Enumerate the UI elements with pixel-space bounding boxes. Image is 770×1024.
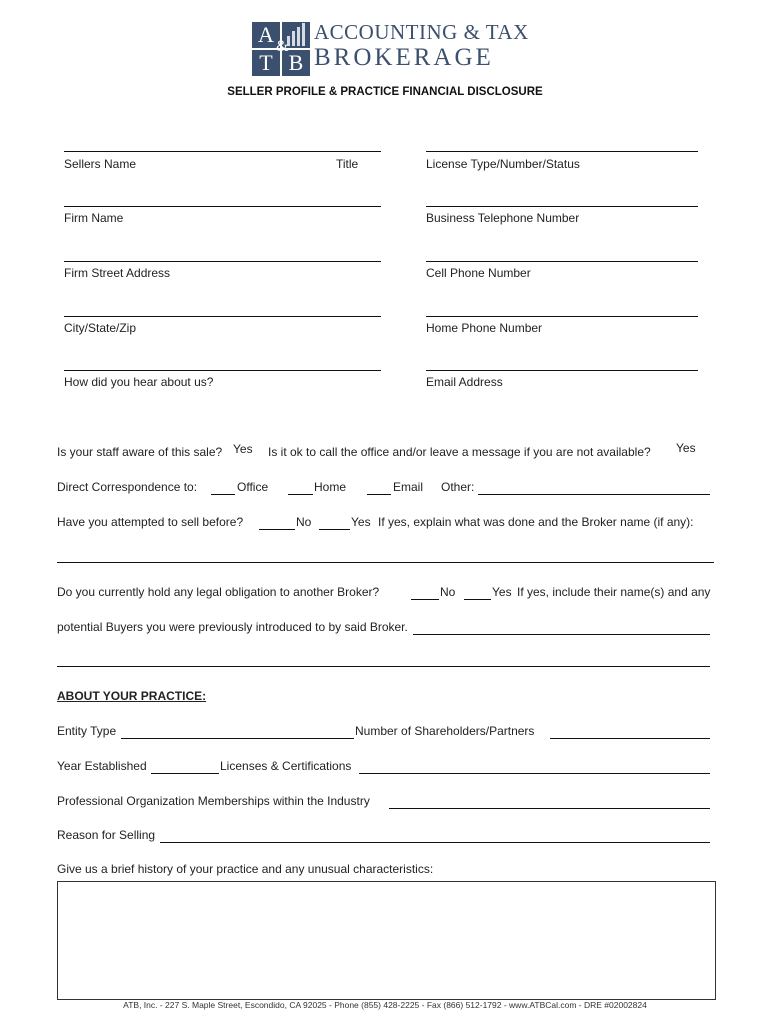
obligation-no-line[interactable] xyxy=(411,585,439,600)
sellers-name-label: Sellers Name xyxy=(64,157,137,171)
year-established-label: Year Established xyxy=(57,759,147,773)
referral-source-label: How did you hear about us? xyxy=(64,375,214,389)
history-textarea[interactable] xyxy=(57,881,716,1000)
email-checkbox-line[interactable] xyxy=(367,480,391,495)
logo-letter-b: B xyxy=(282,50,310,76)
home-option-label: Home xyxy=(314,480,347,494)
attempted-explain-label: If yes, explain what was done and the Broker name (if any): xyxy=(378,515,694,529)
licenses-label: Licenses & Certifications xyxy=(220,759,352,773)
logo-letter-t: T xyxy=(252,50,280,76)
year-established-line[interactable] xyxy=(151,759,219,774)
attempted-no-label: No xyxy=(296,515,312,529)
title-label: Title xyxy=(336,157,359,171)
email-option-label: Email xyxy=(393,480,424,494)
entity-type-label: Entity Type xyxy=(57,724,117,738)
logo-text-line1: ACCOUNTING & TAX xyxy=(314,20,529,44)
home-phone-label: Home Phone Number xyxy=(426,321,543,335)
memberships-line[interactable] xyxy=(389,794,710,809)
ok-to-call-label: Is it ok to call the office and/or leave a message if you are not available? xyxy=(268,445,651,459)
sellers-name-line[interactable] xyxy=(64,151,381,152)
logo-text-line2: BROKERAGE xyxy=(314,44,494,71)
about-practice-heading: ABOUT YOUR PRACTICE: xyxy=(57,689,207,703)
footer-contact-info: ATB, Inc. - 227 S. Maple Street, Escondido, CA 92025 - Phone (855) 428-2225 - Fax (866) 512-1792 - www.ATBCal.com - DRE #02002824 xyxy=(123,1000,647,1010)
logo-ampersand: & xyxy=(276,38,289,55)
logo-letter-a: A xyxy=(252,22,280,48)
history-prompt-label: Give us a brief history of your practice and any unusual characteristics: xyxy=(57,862,434,876)
attempted-explain-line[interactable] xyxy=(57,562,714,563)
business-phone-line[interactable] xyxy=(426,206,698,207)
correspondence-label: Direct Correspondence to: xyxy=(57,480,198,494)
obligation-yes-label: Yes xyxy=(492,585,512,599)
city-state-zip-label: City/State/Zip xyxy=(64,321,137,335)
home-phone-line[interactable] xyxy=(426,316,698,317)
attempted-yes-line[interactable] xyxy=(319,515,350,530)
document-title: SELLER PROFILE & PRACTICE FINANCIAL DISCLOSURE xyxy=(227,86,543,98)
company-logo xyxy=(252,18,529,76)
shareholders-line[interactable] xyxy=(550,724,710,739)
home-checkbox-line[interactable] xyxy=(288,480,313,495)
email-label: Email Address xyxy=(426,375,503,389)
obligation-buyers-line[interactable] xyxy=(413,620,710,635)
other-input-line[interactable] xyxy=(478,480,710,495)
business-phone-label: Business Telephone Number xyxy=(426,211,580,225)
licenses-line[interactable] xyxy=(359,759,710,774)
referral-source-line[interactable] xyxy=(64,370,381,371)
attempted-yes-label: Yes xyxy=(351,515,371,529)
staff-aware-answer[interactable]: Yes xyxy=(233,442,253,456)
shareholders-label: Number of Shareholders/Partners xyxy=(355,724,535,738)
firm-street-address-label: Firm Street Address xyxy=(64,266,171,280)
city-state-zip-line[interactable] xyxy=(64,316,381,317)
obligation-extra-line[interactable] xyxy=(57,666,710,667)
firm-name-line[interactable] xyxy=(64,206,381,207)
obligation-explain-label: If yes, include their name(s) and any xyxy=(517,585,711,599)
memberships-label: Professional Organization Memberships within the Industry xyxy=(57,794,370,808)
cell-phone-line[interactable] xyxy=(426,261,698,262)
obligation-no-label: No xyxy=(440,585,456,599)
reason-selling-label: Reason for Selling xyxy=(57,828,156,842)
obligation-label: Do you currently hold any legal obligation to another Broker? xyxy=(57,585,380,599)
ok-to-call-answer[interactable]: Yes xyxy=(676,441,696,455)
attempted-no-line[interactable] xyxy=(259,515,295,530)
other-option-label: Other: xyxy=(441,480,475,494)
entity-type-line[interactable] xyxy=(121,724,354,739)
reason-selling-line[interactable] xyxy=(160,828,710,843)
office-option-label: Office xyxy=(237,480,269,494)
license-line[interactable] xyxy=(426,151,698,152)
email-line[interactable] xyxy=(426,370,698,371)
firm-street-address-line[interactable] xyxy=(64,261,381,262)
office-checkbox-line[interactable] xyxy=(211,480,235,495)
obligation-line2-label: potential Buyers you were previously introduced to by said Broker. xyxy=(57,620,408,634)
license-label: License Type/Number/Status xyxy=(426,157,580,171)
staff-aware-label: Is your staff aware of this sale? xyxy=(57,445,223,459)
attempted-sell-label: Have you attempted to sell before? xyxy=(57,515,244,529)
obligation-yes-line[interactable] xyxy=(464,585,491,600)
cell-phone-label: Cell Phone Number xyxy=(426,266,531,280)
firm-name-label: Firm Name xyxy=(64,211,124,225)
